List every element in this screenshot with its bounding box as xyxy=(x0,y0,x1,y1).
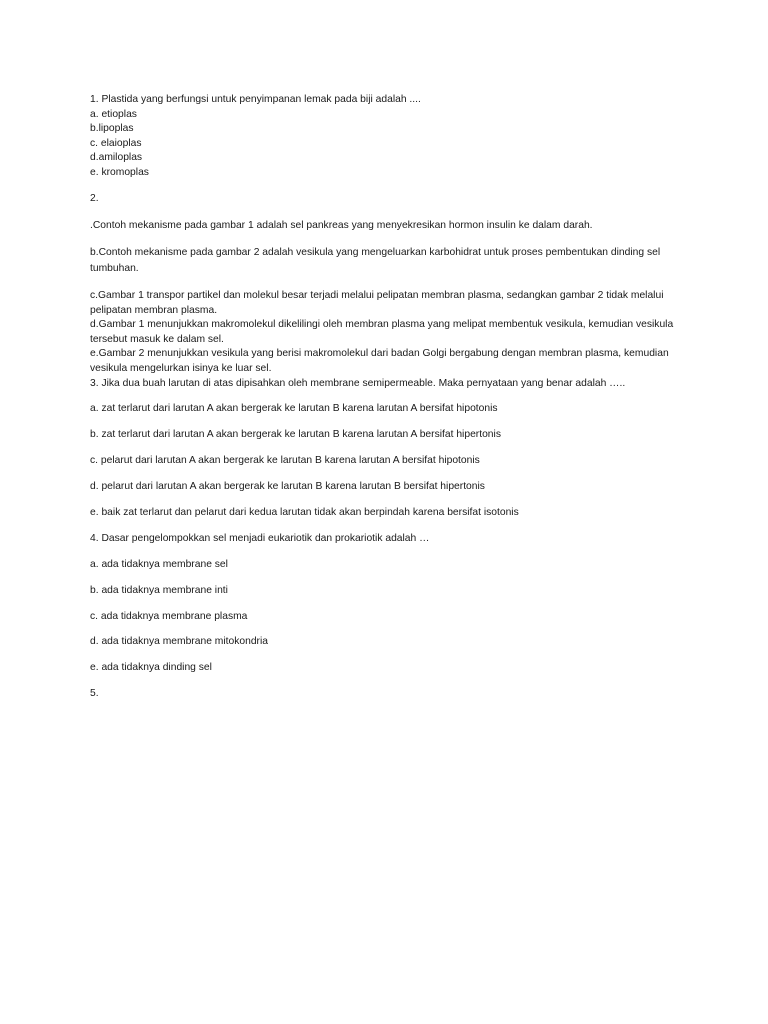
spacer xyxy=(90,572,680,583)
question-3-option-c: c. pelarut dari larutan A akan bergerak ke larutan B karena larutan A bersifat hipotonis xyxy=(90,455,480,467)
question-1-option-d: d.amiloplas xyxy=(90,152,143,164)
question-3-option-a: a. zat terlarut dari larutan A akan bergerak ke larutan B karena larutan A bersifat hipotonis xyxy=(90,403,498,415)
question-1-option-a: a. etioplas xyxy=(90,108,137,120)
question-2-option-c: c.Gambar 1 transpor partikel dan molekul besar terjadi melalui pelipatan membran plasma, sedangkan gambar 2 tidak melalui pelipatan membran plasma. xyxy=(90,289,664,316)
question-2-option-a: .Contoh mekanisme pada gambar 1 adalah sel pankreas yang menyekresikan hormon insulin ke dalam darah. xyxy=(90,219,593,231)
question-2-number: 2. xyxy=(90,193,99,205)
question-2-option-e: e.Gambar 2 menunjukkan vesikula yang berisi makromolekul dari badan Golgi bergabung dengan membran plasma, kemudian vesikula mengelurkan isinya ke luar sel. xyxy=(90,348,669,374)
question-1-option-c: c. elaioplas xyxy=(90,137,142,149)
question-4-option-c: c. ada tidaknya membrane plasma xyxy=(90,610,248,622)
question-2-option-d: d.Gambar 1 menunjukkan makromolekul dikelilingi oleh membran plasma yang melipat membentuk vesikula, kemudian vesikula tersebut masuk ke dalam sel. xyxy=(90,319,674,345)
question-4 xyxy=(90,532,680,676)
question-4-option-d: d. ada tidaknya membrane mitokondria xyxy=(90,636,269,648)
spacer xyxy=(90,676,680,687)
question-3-option-e: e. baik zat terlarut dan pelarut dari kedua larutan tidak akan berpindah karena bersifat isotonis xyxy=(90,506,519,518)
spacer xyxy=(90,417,680,428)
spacer xyxy=(90,521,680,532)
question-3-option-b: b. zat terlarut dari larutan A akan bergerak ke larutan B karena larutan A bersifat hipertonis xyxy=(90,429,501,441)
spacer xyxy=(90,443,680,454)
question-3 xyxy=(90,377,680,521)
question-3-option-d: d. pelarut dari larutan A akan bergerak ke larutan B karena larutan B bersifat hipertonis xyxy=(90,481,485,493)
spacer xyxy=(90,277,680,289)
spacer xyxy=(90,181,680,193)
question-4-option-b: b. ada tidaknya membrane inti xyxy=(90,584,228,596)
question-5 xyxy=(90,687,680,702)
spacer xyxy=(90,207,680,219)
question-1-option-b: b.lipoplas xyxy=(90,123,134,135)
spacer xyxy=(90,469,680,480)
question-1 xyxy=(90,93,680,181)
spacer xyxy=(90,650,680,661)
spacer xyxy=(90,546,680,557)
question-1-text: 1. Plastida yang berfungsi untuk penyimpanan lemak pada biji adalah .... xyxy=(90,94,421,105)
question-4-option-e: e. ada tidaknya dinding sel xyxy=(90,662,212,674)
question-1-option-e: e. kromoplas xyxy=(90,166,149,178)
question-4-text: 4. Dasar pengelompokkan sel menjadi eukariotik dan prokariotik adalah … xyxy=(90,532,430,544)
spacer xyxy=(90,233,680,245)
document-page xyxy=(90,93,680,702)
question-3-text: 3. Jika dua buah larutan di atas dipisahkan oleh membrane semipermeable. Maka pernyataan yang benar adalah ….. xyxy=(90,377,626,389)
question-5-number: 5. xyxy=(90,688,99,700)
spacer xyxy=(90,391,680,402)
spacer xyxy=(90,624,680,635)
spacer xyxy=(90,598,680,609)
question-2-option-b: b.Contoh mekanisme pada gambar 2 adalah vesikula yang mengeluarkan karbohidrat untuk proses pembentukan dinding sel tumbuhan. xyxy=(90,247,661,275)
spacer xyxy=(90,495,680,506)
question-2 xyxy=(90,192,680,376)
question-4-option-a: a. ada tidaknya membrane sel xyxy=(90,558,228,570)
